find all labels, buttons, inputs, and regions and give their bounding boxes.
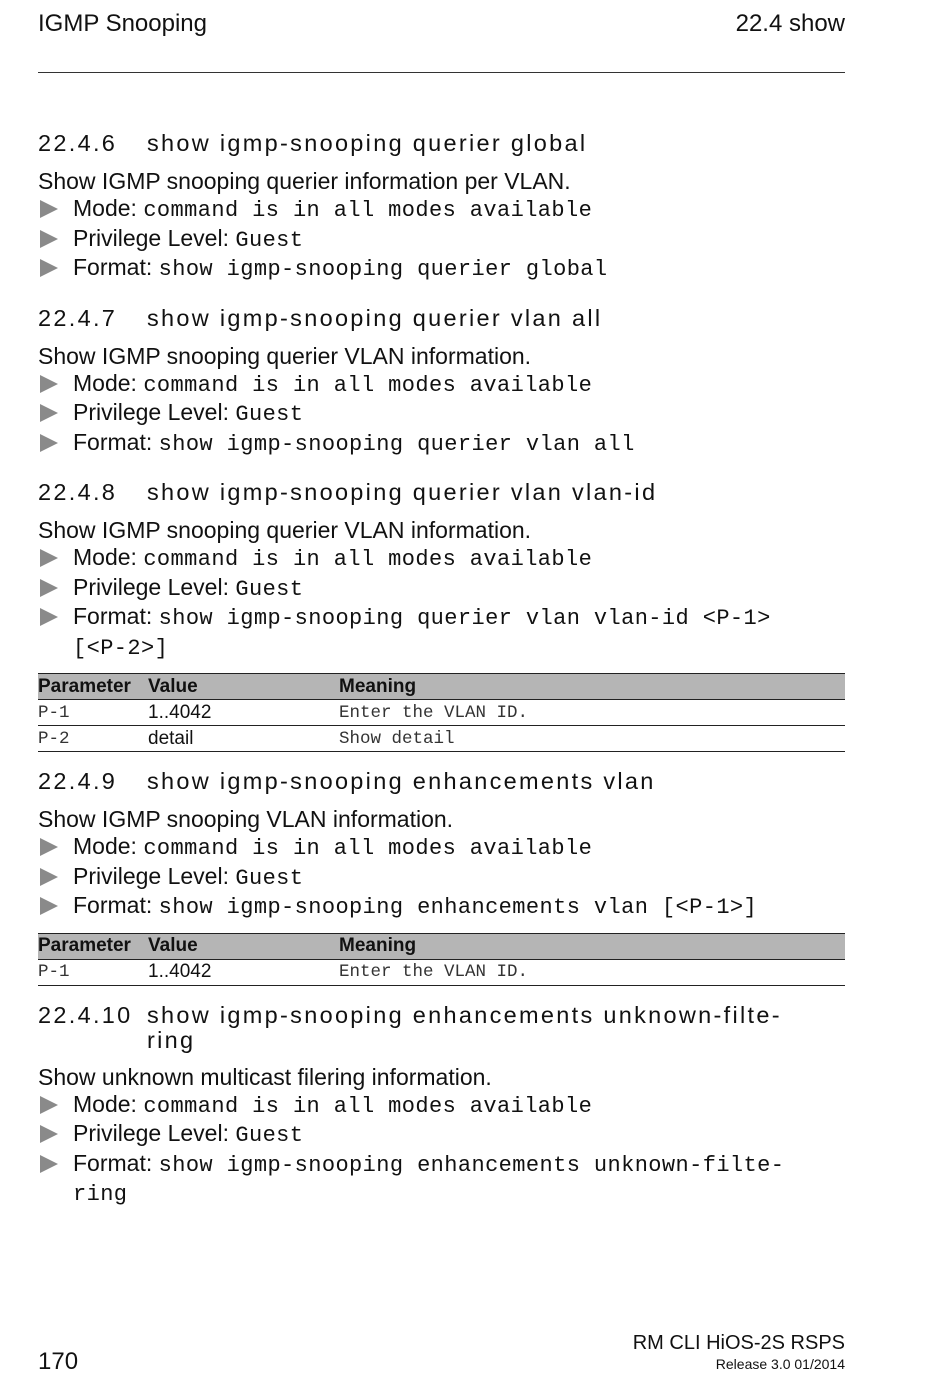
section-title: show igmp-snooping enhancements vlan <box>147 768 656 794</box>
section-number: 22.4.9 <box>38 768 118 794</box>
property-format: Format: show igmp-snooping querier vlan all <box>38 429 845 459</box>
bullet-triangle-icon <box>40 200 58 218</box>
bullet-triangle-icon <box>40 608 58 626</box>
section-22-4-9 <box>38 769 845 986</box>
property-mode: Mode: command is in all modes available <box>38 544 845 574</box>
bullet-triangle-icon <box>40 868 58 886</box>
section-22-4-6 <box>38 131 845 284</box>
property-mode: Mode: command is in all modes available <box>38 1091 845 1121</box>
bullet-triangle-icon <box>40 259 58 277</box>
meaning-cell: Enter the VLAN ID. <box>339 700 845 726</box>
parameter-table <box>38 673 845 752</box>
page-header <box>38 10 845 50</box>
property-list <box>38 833 845 922</box>
table-row <box>38 700 845 726</box>
page-number: 170 <box>38 1348 79 1375</box>
property-privilege: Privilege Level: Guest <box>38 1120 845 1150</box>
bullet-triangle-icon <box>40 375 58 393</box>
section-description: Show IGMP snooping querier VLAN information. <box>38 342 532 369</box>
property-format: Format: show igmp-snooping enhancements unknown-filte-ring <box>38 1150 845 1209</box>
parameter-cell: P-2 <box>38 726 148 752</box>
bullet-triangle-icon <box>40 1096 58 1114</box>
footer-release: Release 3.0 01/2014 <box>715 1356 845 1372</box>
privilege-value: Guest <box>235 865 304 891</box>
format-value: show igmp-snooping querier global <box>158 257 608 282</box>
parameter-table <box>38 933 845 986</box>
bullet-triangle-icon <box>40 1155 58 1173</box>
section-22-4-8 <box>38 480 845 752</box>
bullet-triangle-icon <box>40 897 58 915</box>
section-heading <box>38 1003 845 1053</box>
property-list <box>38 195 845 284</box>
section-22-4-10 <box>38 1003 845 1209</box>
mode-value: command is in all modes available <box>143 198 593 223</box>
table-row <box>38 959 845 985</box>
property-mode: Mode: command is in all modes available <box>38 833 845 863</box>
section-number: 22.4.8 <box>38 479 118 505</box>
property-format: Format: show igmp-snooping enhancements vlan [<P-1>] <box>38 892 845 922</box>
property-list <box>38 370 845 459</box>
section-22-4-7 <box>38 306 845 459</box>
header-divider <box>38 72 845 73</box>
mode-value: command is in all modes available <box>143 547 593 572</box>
privilege-value: Guest <box>235 1123 304 1148</box>
value-cell: detail <box>148 726 339 752</box>
mode-value: command is in all modes available <box>143 372 593 398</box>
section-description: Show IGMP snooping querier information per VLAN. <box>38 168 571 194</box>
property-privilege: Privilege Level: Guest <box>38 574 845 604</box>
table-header-row <box>38 674 845 700</box>
section-description: Show unknown multicast filering information. <box>38 1063 492 1090</box>
privilege-value: Guest <box>235 576 304 602</box>
mode-value: command is in all modes available <box>143 1093 593 1119</box>
column-header-parameter: Parameter <box>38 933 148 959</box>
section-heading <box>38 769 845 794</box>
section-title: show igmp-snooping querier vlan vlan-id <box>147 479 658 505</box>
column-header-meaning: Meaning <box>339 933 845 959</box>
parameter-cell: P-1 <box>38 700 148 726</box>
format-value: show igmp-snooping enhancements vlan [<P-1>] <box>158 895 758 920</box>
property-list <box>38 1091 845 1209</box>
bullet-triangle-icon <box>40 404 58 422</box>
value-cell: 1..4042 <box>148 959 339 985</box>
table-header-row <box>38 933 845 959</box>
bullet-triangle-icon <box>40 230 58 248</box>
header-chapter-title: IGMP Snooping <box>38 10 207 37</box>
privilege-value: Guest <box>235 227 304 253</box>
section-heading <box>38 480 845 505</box>
meaning-cell: Show detail <box>339 726 845 752</box>
property-mode: Mode: command is in all modes available <box>38 195 845 225</box>
section-description: Show IGMP snooping VLAN information. <box>38 806 454 832</box>
format-value: show igmp-snooping querier vlan all <box>158 431 635 457</box>
property-privilege: Privilege Level: Guest <box>38 863 845 893</box>
column-header-meaning: Meaning <box>339 674 845 700</box>
property-list <box>38 544 845 662</box>
meaning-cell: Enter the VLAN ID. <box>339 959 845 985</box>
section-number: 22.4.6 <box>38 130 118 156</box>
property-format: Format: show igmp-snooping querier global <box>38 254 845 284</box>
bullet-triangle-icon <box>40 1125 58 1143</box>
section-heading <box>38 131 845 156</box>
bullet-triangle-icon <box>40 838 58 856</box>
footer-document-title: RM CLI HiOS-2S RSPS <box>632 1332 845 1354</box>
section-title: show igmp-snooping enhancements unknown-filte-ring <box>147 1001 782 1053</box>
bullet-triangle-icon <box>40 579 58 597</box>
section-description: Show IGMP snooping querier VLAN information. <box>38 517 532 543</box>
format-value: show igmp-snooping querier vlan vlan-id <P-1> [<P-2>] <box>73 606 771 661</box>
table-row <box>38 726 845 752</box>
property-mode: Mode: command is in all modes available <box>38 370 845 400</box>
column-header-value: Value <box>148 933 339 959</box>
privilege-value: Guest <box>235 402 304 427</box>
page-content <box>38 131 845 1209</box>
parameter-cell: P-1 <box>38 959 148 985</box>
column-header-value: Value <box>148 674 339 700</box>
bullet-triangle-icon <box>40 434 58 452</box>
value-cell: 1..4042 <box>148 700 339 726</box>
section-number: 22.4.7 <box>38 304 118 331</box>
section-number: 22.4.10 <box>38 1001 133 1028</box>
bullet-triangle-icon <box>40 549 58 567</box>
mode-value: command is in all modes available <box>143 836 593 861</box>
section-title: show igmp-snooping querier vlan all <box>147 304 603 331</box>
property-format: Format: show igmp-snooping querier vlan vlan-id <P-1> [<P-2>] <box>38 603 845 662</box>
property-privilege: Privilege Level: Guest <box>38 399 845 429</box>
property-privilege: Privilege Level: Guest <box>38 225 845 255</box>
header-section-ref: 22.4 show <box>735 10 845 37</box>
format-value: show igmp-snooping enhancements unknown-filte-ring <box>73 1152 785 1207</box>
column-header-parameter: Parameter <box>38 674 148 700</box>
section-title: show igmp-snooping querier global <box>147 130 588 156</box>
section-heading <box>38 306 845 331</box>
